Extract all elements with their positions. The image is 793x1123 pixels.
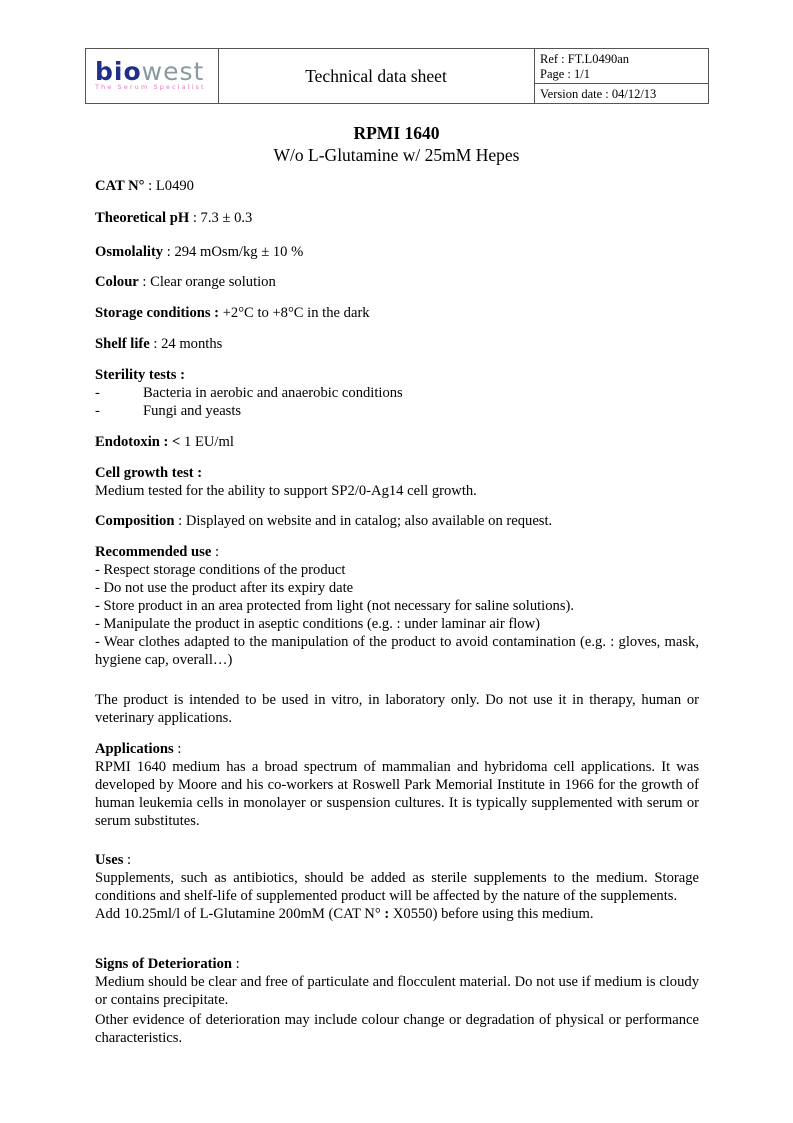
list-item: - Store product in an area protected from light (not necessary for saline solutions). [95, 598, 575, 614]
page-subtitle: W/o L-Glutamine w/ 25mM Hepes [273, 145, 520, 165]
version-date: Version date : 04/12/13 [540, 87, 657, 101]
uses: Uses : Supplements, such as antibiotics, should be added as sterile supplements to the medium. Storage conditions and shelf-life of supplemented product will be affected by the nature of the supplements. Add 10.25ml/l of L-Glutamine 200mM (CAT N° : X0550) before using this medium. [95, 852, 699, 922]
cell-growth-test: Cell growth test : Medium tested for the ability to support SP2/0-Ag14 cell growth. [95, 465, 477, 499]
list-item: - Fungi and yeasts [95, 403, 242, 419]
osmolality: Osmolality : 294 mOsm/kg ± 10 % [95, 244, 304, 260]
logo-bio: bio [95, 57, 142, 86]
list-item: - Manipulate the product in aseptic conditions (e.g. : under laminar air flow) [95, 616, 540, 632]
page-title: RPMI 1640 [353, 123, 440, 143]
composition: Composition : Displayed on website and in catalog; also available on request. [95, 513, 553, 529]
logo-west: west [141, 57, 205, 86]
logo-tagline: The Serum Specialist [95, 83, 206, 91]
ref-cell [534, 49, 708, 103]
header-table [85, 48, 709, 104]
usage-note: The product is intended to be used in vitro, in laboratory only. Do not use it in therapy, human or veterinary applications. [95, 692, 699, 726]
storage-conditions: Storage conditions : +2°C to +8°C in the dark [95, 305, 370, 321]
logo-cell [86, 49, 219, 103]
biowest-logo [95, 59, 206, 91]
sterility-tests: Sterility tests : - Bacteria in aerobic and anaerobic conditions - Fungi and yeasts [95, 366, 699, 420]
endotoxin: Endotoxin : < 1 EU/ml [95, 434, 234, 450]
ref: Ref : FT.L0490an [540, 52, 629, 66]
recommended-use: Recommended use : - Respect storage conditions of the product - Do not use the product after its expiry date - Store product in an area protected from light (not necessary for saline solutions). - Manipulate the product in aseptic conditions (e.g. : under laminar air flow) - Wear clothes adapted to the manipulation of the product to avoid contamination (e.g. : gloves, mask, hygiene cap, overall…) The product is intended to be used in vitro, in laboratory only. Do not use it in therapy, human or veterinary applications. [95, 544, 699, 726]
list-item: - Bacteria in aerobic and anaerobic conditions [95, 385, 403, 401]
list-item: - Wear clothes adapted to the manipulation of the product to avoid contamination (e.g. : gloves, mask, hygiene cap, overall…) [95, 634, 699, 668]
signs-of-deterioration: Signs of Deterioration : Medium should be clear and free of particulate and flocculent material. Do not use if medium is cloudy or contains precipitate. Other evidence of deterioration may include colour change or degradation of physical or performance characteristics. [95, 956, 699, 1046]
applications: Applications : RPMI 1640 medium has a broad spectrum of mammalian and hybridoma cell applications. It was developed by Moore and his co-workers at Roswell Park Memorial Institute in 1966 for the growth of human leukemia cells in monolayer or suspension cultures. It is typically supplemented with serum or serum substitutes. [95, 741, 699, 829]
doc-type: Technical data sheet [218, 49, 535, 103]
list-item: - Do not use the product after its expiry date [95, 580, 354, 596]
colour: Colour : Clear orange solution [95, 274, 276, 290]
shelf-life: Shelf life : 24 months [95, 336, 223, 352]
theoretical-ph: Theoretical pH : 7.3 ± 0.3 [95, 210, 253, 226]
page-number: Page : 1/1 [540, 67, 590, 81]
cat-number: CAT N° : L0490 [95, 178, 194, 194]
list-item: - Respect storage conditions of the product [95, 562, 346, 578]
